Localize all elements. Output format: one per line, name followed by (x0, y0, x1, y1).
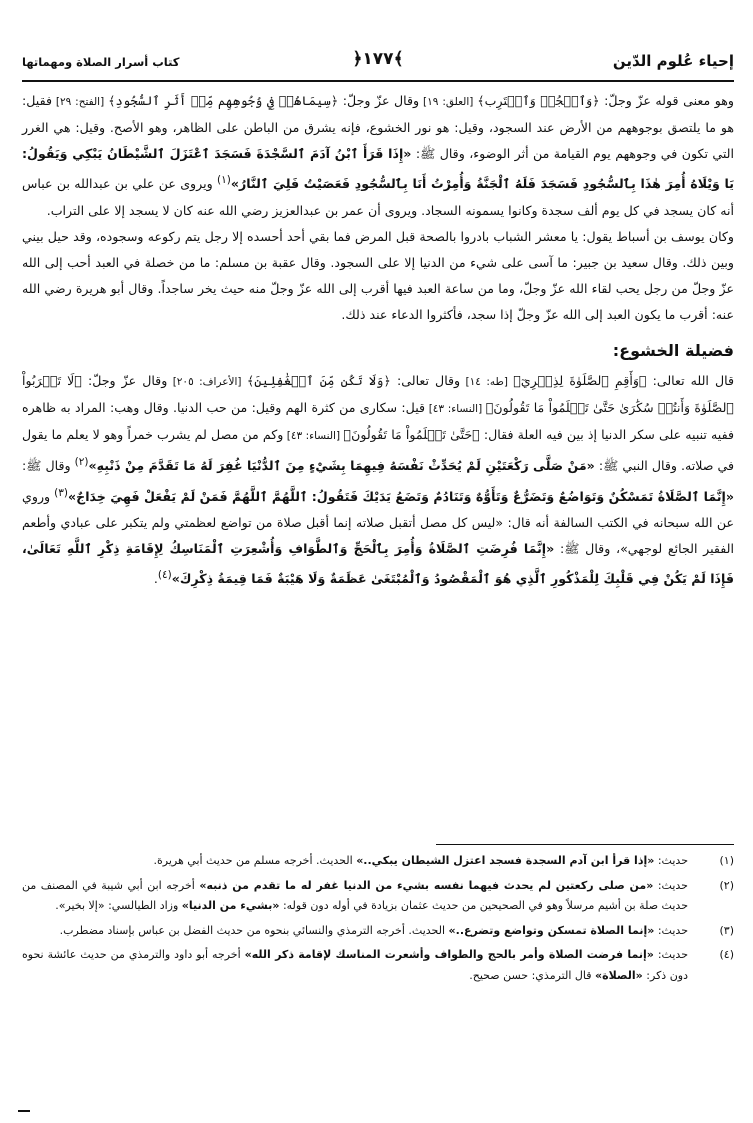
text-run: «من صلى ركعتين لم يحدث فيهما نفسه بشيء من الدنيا غفر له ما تقدم من ذنبه» (199, 878, 654, 892)
text-run: قيل: سكارى من كثرة الهم وقيل: من حب الدنيا. وقال وهب: المراد به ظاهره ففيه تنبيه على سكر الدنيا إذ بين فيه العلة فقال: (22, 400, 734, 443)
text-run: وروي عن الله سبحانه في الكتب السالفة أنه قال: «ليس كل مصل أتقبل صلاته إنما أقبل صلاة من تواضع لعظمتي ولم يتكبر على عبادي وأطعم الفقير الجائع لوجهي»، وقال ﷺ: (22, 488, 734, 557)
footnotes (22, 851, 734, 990)
footnote-4 (22, 945, 734, 986)
verse-ref: [الأعراف: ٢٠٥] (167, 376, 247, 389)
verse-ref: [العلق: ١٩] (419, 96, 478, 108)
footnote-marker: (٢) (74, 456, 89, 469)
text-run: وهو معنى قوله عزّ وجلّ: (599, 93, 735, 108)
text-run: «إنما فرضت الصلاة وأمر بالحج والطواف وأشعرت المناسك لإقامة ذكر الله» (244, 948, 654, 961)
text-run: حديث: (654, 923, 688, 937)
quran-verse: ﴿وَٱسۡجُدۡ وَٱقۡتَرِب﴾ (477, 93, 600, 108)
text-run: حديث: (653, 948, 688, 961)
text-run: «الصلاة» (594, 968, 643, 982)
verse-ref: [النساء: ٤٣] (425, 403, 486, 416)
quran-verse: ﴿وَلَا تَكُن مِّنَ ٱلۡغَٰفِلِينَ﴾ (246, 373, 391, 389)
paragraph-3 (22, 368, 734, 592)
chapter-title: كتاب أسرار الصلاة ومهماتها (22, 55, 180, 69)
page-end-mark (18, 1110, 30, 1112)
text-run: حديث: (654, 854, 688, 867)
quran-verse: ﴿لَا تَقۡرَبُواْ ٱلصَّلَوٰةَ وَأَنتُمۡ سُكَٰرَىٰ حَتَّىٰ تَعۡلَمُواْ مَا تَقُولُونَ﴾ (22, 373, 734, 416)
text-run: وكم من مصل لم يشرب خمراً وهو لا يعلم ما يقول في صلاته. وقال النبي ﷺ: (22, 427, 735, 474)
text-run: وزاد الطيالسي: «إلا بخير». (55, 899, 182, 912)
footnote-1 (22, 851, 734, 872)
footnote-number: (١) (719, 854, 734, 867)
text-run: فقيل: هو ما يلتصق بوجوههم من الأرض عند السجود، وقيل: هو نور الخشوع، فإنه يشرق من الباطن على الظاهر، وهو الأصح. وقيل: هي الغرر التي تكون في وجوههم يوم القيامة من أثر الوضوء، وقال ﷺ: (22, 93, 734, 162)
hadith-text: «مَنْ صَلَّى رَكْعَتَيْنِ لَمْ يُحَدِّثْ نَفْسَهُ فِيهِمَا بِشَيْءٍ مِنَ ٱلدُّنْيَا غُفِرَ لَهُ مَا تَقَدَّمَ مِنْ ذَنْبِهِ» (88, 458, 595, 474)
page-number: ﴿١٧٧﴾ (352, 49, 404, 69)
footnote-number: (٤) (719, 948, 734, 961)
hadith-text: «إِنَّمَا فُرِضَتِ ٱلصَّلَاةُ وَأُمِرَ بِٱلْحَجِّ وَٱلطَّوَافِ وَأُشْعِرَتِ ٱلْمَنَاسِكُ لِإِقَامَةِ ذِكْرِ ٱللَّهِ تَعَالَىٰ، فَإِذَا لَمْ يَكُنْ فِي قَلْبِكَ لِلْمَذْكُورِ ٱلَّذِي هُوَ ٱلْمَقْصُودُ وَٱلْمُبْتَغَىٰ عَظَمَةٌ وَلَا هَيْبَةٌ فَمَا قِيمَةُ ذِكْرِكَ» (22, 541, 734, 587)
text-run: وقال ﷺ: (22, 458, 75, 474)
text-run: «بشيء من الدنيا» (181, 899, 280, 912)
text-run: أخرجه أبو داود والترمذي من حديث عائشة نحوه دون ذكر: (22, 948, 688, 982)
text-run: الحديث. أخرجه مسلم من حديث أبي هريرة. (153, 854, 357, 867)
footnote-number: (٢) (719, 878, 734, 892)
text-run: الحديث. أخرجه الترمذي والنسائي بنحوه من حديث الفضل بن عباس بإسناد مضطرب. (59, 923, 449, 937)
footnote-marker: (١) (217, 174, 231, 187)
paragraph-1 (22, 88, 734, 224)
footnote-3 (22, 921, 734, 942)
footnote-2 (22, 876, 734, 917)
text-run: وقال عزّ وجلّ: (81, 373, 168, 389)
footnote-marker: (٤) (157, 569, 172, 582)
text-run: . (153, 571, 158, 587)
header-rule (22, 80, 734, 82)
footnote-rule (436, 844, 734, 845)
main-text (22, 88, 734, 592)
hadith-text: «إِذَا قَرَأَ ٱبْنُ آدَمَ ٱلسَّجْدَةَ فَسَجَدَ ٱعْتَزَلَ ٱلشَّيْطَانُ يَبْكِي وَيَقُولُ: يَا وَيْلَاهُ أُمِرَ هٰذَا بِٱلسُّجُودِ فَسَجَدَ فَلَهُ ٱلْجَنَّةُ وَأُمِرْتُ أَنَا بِٱلسُّجُودِ فَعَصَيْتُ فَلِيَ ٱلنَّارُ» (22, 146, 734, 192)
verse-ref: [النساء: ٤٣] (283, 430, 344, 443)
text-run: قال الترمذي: حسن صحيح. (469, 968, 595, 982)
text-run: وقال تعالى: (390, 373, 461, 389)
footnote-marker: (٣) (54, 486, 68, 499)
hadith-text: «إِنَّمَا ٱلصَّلَاةُ تَمَسْكُنٌ وَتَوَاضُعٌ وَتَضَرُّعٌ وَتَأَوُّهٌ وَتَنَادُمٌ وَتَضَعُ يَدَيْكَ فَتَقُولُ: ٱللَّهُمَّ ٱللَّهُمَّ فَمَنْ لَمْ يَفْعَلْ فَهِيَ خِدَاجٌ» (68, 488, 734, 504)
running-header (22, 46, 734, 80)
text-run: «إنما الصلاة تمسكن وتواضع وتضرع..» (448, 923, 655, 937)
text-run: حديث: (653, 878, 688, 892)
footnote-number: (٣) (719, 923, 734, 937)
quran-verse: ﴿وَأَقِمِ ٱلصَّلَوٰةَ لِذِكۡرِيٓ﴾ (513, 373, 647, 389)
text-run: وقال عزّ وجلّ: (338, 93, 420, 108)
quran-verse: ﴿سِيمَاهُمۡ فِي وُجُوهِهِم مِّنۡ أَثَرِ ٱلسُّجُودِ﴾ (108, 93, 339, 108)
text-run: قال الله تعالى: (646, 373, 734, 389)
text-run: ١٧٧ (362, 49, 394, 69)
paragraph-2: وكان يوسف بن أسباط يقول: يا معشر الشباب بادروا بالصحة قبل المرض فما بقي أحد أحسده إلا رجل يتم ركوعه وسجوده، وقد حيل بيني وبين ذلك. وقال سعيد بن جبير: ما آسى على شيء من الدنيا إلا على السجود. وقال عقبة بن مسلم: ما من خصلة في العبد أحب إلى الله عزّ وجلّ من رجل يحب لقاء الله عزّ وجلّ، وما من ساعة العبد فيها أقرب إلى الله عزّ وجلّ منه حيث يخر ساجداً. وقال أبو هريرة رضي الله عنه: أقرب ما يكون العبد إلى الله عزّ وجلّ إذا سجد، فأكثروا الدعاء عند ذلك. (22, 228, 734, 322)
verse-ref: [الفتح: ٢٩] (51, 96, 109, 108)
text-run: ويروى عن علي بن عبدالله بن عباس أنه كان يسجد في كل يوم ألف سجدة وكانوا يسمونه السجاد. ويروى أن عمر بن عبدالعزيز رضي الله عنه كان لا يسجد إلا على التراب. (22, 176, 734, 218)
book-title: إحياء عُلوم الدّين (612, 52, 734, 70)
text-run: أخرجه ابن أبي شيبة في المصنف من حديث صلة بن أشيم مرسلاً وهو في الصحيحين من حديث عثمان بزيادة في أوله دون قوله: (22, 878, 688, 912)
verse-ref: [طه: ١٤] (460, 376, 514, 389)
quran-verse: ﴿حَتَّىٰ تَعۡلَمُواْ مَا تَقُولُونَ﴾ (343, 427, 480, 443)
section-heading: فضيلة الخشوع: (612, 341, 734, 361)
text-run: «إذا قرأ ابن آدم السجدة فسجد اعتزل الشيطان يبكي..» (356, 854, 655, 867)
